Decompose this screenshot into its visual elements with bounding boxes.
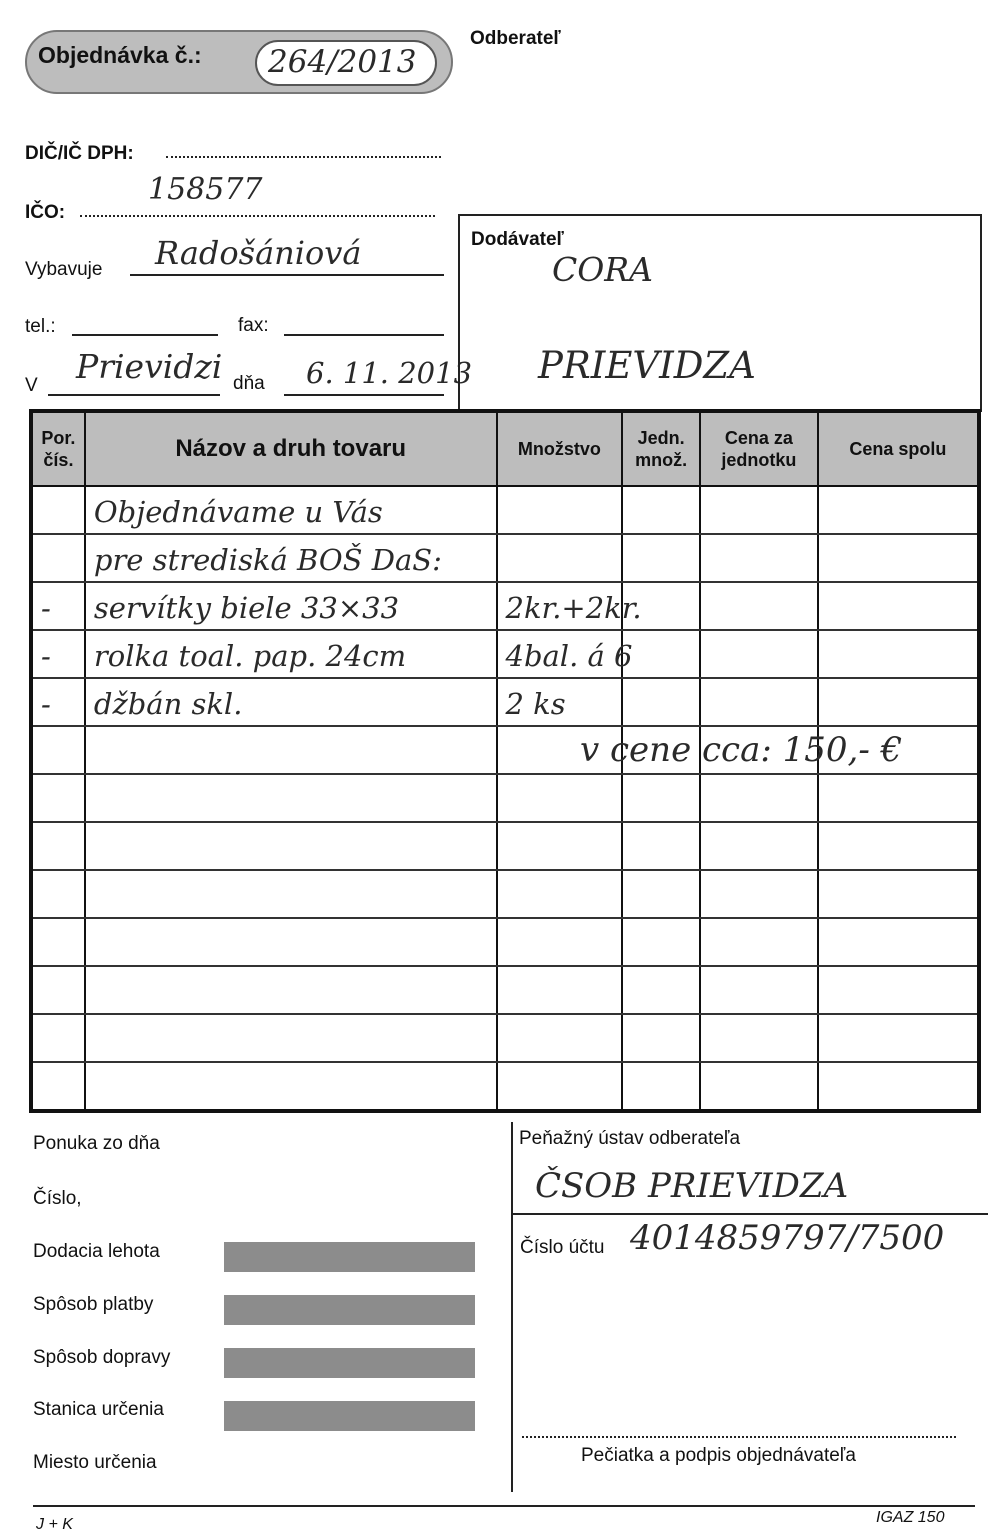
table-row — [31, 966, 979, 1014]
cell-unit[interactable] — [622, 918, 700, 966]
table-row — [31, 1014, 979, 1062]
table-row — [31, 822, 979, 870]
cell-quantity[interactable] — [497, 678, 623, 726]
cell-item[interactable] — [85, 534, 497, 582]
account-value: 4014859797/7500 — [630, 1218, 945, 1258]
cell-unit[interactable] — [622, 678, 700, 726]
table-row — [31, 534, 979, 582]
tel-label: tel.: — [25, 316, 56, 337]
ico-field[interactable] — [80, 211, 435, 217]
cell-quantity[interactable] — [497, 870, 623, 918]
cell-position[interactable] — [31, 486, 85, 534]
cell-item-text: servítky biele 33×33 — [93, 591, 400, 625]
transport-field[interactable] — [224, 1348, 475, 1378]
column-header-position: Por. čís. — [31, 411, 85, 486]
cell-unit[interactable] — [622, 966, 700, 1014]
cell-item[interactable] — [85, 774, 497, 822]
cell-item[interactable] — [85, 678, 497, 726]
bank-value: ČSOB PRIEVIDZA — [535, 1166, 849, 1206]
cell-position-text: - — [41, 639, 51, 673]
cell-unit-price[interactable] — [700, 774, 818, 822]
offer-label: Ponuka zo dňa — [33, 1133, 160, 1154]
footer-divider — [511, 1122, 513, 1492]
table-row — [31, 582, 979, 630]
cell-item-text: pre strediská BOŠ DaS: — [93, 543, 442, 577]
cell-position[interactable] — [31, 678, 85, 726]
destination-label: Miesto určenia — [33, 1452, 157, 1473]
cell-total-price[interactable] — [818, 870, 979, 918]
station-label: Stanica určenia — [33, 1399, 164, 1420]
cell-quantity-text: 2 ks — [505, 687, 566, 721]
cell-position[interactable] — [31, 774, 85, 822]
cell-unit[interactable] — [622, 630, 700, 678]
cell-item[interactable] — [85, 822, 497, 870]
cell-item[interactable] — [85, 870, 497, 918]
cell-position[interactable] — [31, 918, 85, 966]
column-header-total-price: Cena spolu — [818, 411, 979, 486]
cell-position[interactable] — [31, 1062, 85, 1111]
date-label: dňa — [233, 373, 265, 394]
fax-field[interactable] — [284, 332, 444, 336]
cell-total-price[interactable] — [818, 774, 979, 822]
cell-quantity[interactable] — [497, 1062, 623, 1111]
payment-label: Spôsob platby — [33, 1294, 154, 1315]
account-label: Číslo účtu — [520, 1237, 605, 1258]
order-label: Objednávka č.: — [38, 42, 202, 68]
cell-unit-price[interactable] — [700, 582, 818, 630]
cell-unit[interactable] — [622, 1014, 700, 1062]
cell-total-price[interactable] — [818, 630, 979, 678]
cell-total-price[interactable] — [818, 918, 979, 966]
cell-item[interactable] — [85, 918, 497, 966]
cell-quantity[interactable] — [497, 822, 623, 870]
place-value: Prievidzi — [76, 347, 223, 386]
cell-quantity[interactable] — [497, 582, 642, 630]
supplier-name: CORA — [552, 250, 653, 289]
cell-quantity[interactable] — [497, 534, 623, 582]
dic-field[interactable] — [166, 152, 441, 158]
cell-unit[interactable] — [622, 486, 700, 534]
cell-unit-price[interactable] — [700, 918, 818, 966]
cell-unit-price[interactable] — [700, 534, 818, 582]
cell-item[interactable] — [85, 582, 497, 630]
table-row — [31, 678, 979, 726]
cell-item[interactable] — [85, 1014, 497, 1062]
cell-position[interactable] — [31, 726, 85, 774]
cell-position[interactable] — [31, 630, 85, 678]
supplier-city: PRIEVIDZA — [538, 344, 756, 387]
cell-quantity-text: 4bal. á 6 — [505, 639, 633, 673]
place-label: V — [25, 375, 38, 396]
bottom-rule — [33, 1503, 975, 1507]
column-header-quantity: Množstvo — [497, 411, 623, 486]
cell-position[interactable] — [31, 822, 85, 870]
cell-item[interactable] — [85, 1062, 497, 1111]
cell-unit[interactable] — [622, 774, 700, 822]
cell-unit-price[interactable] — [700, 1014, 818, 1062]
stamp-label: Pečiatka a podpis objednávateľa — [581, 1445, 856, 1466]
table-header-row — [31, 411, 979, 486]
cell-quantity[interactable] — [497, 966, 623, 1014]
date-field[interactable] — [284, 392, 444, 396]
cell-unit-price[interactable] — [700, 966, 818, 1014]
cell-item-text: džbán skl. — [93, 687, 243, 721]
delivery-field[interactable] — [224, 1242, 475, 1272]
cell-total-price[interactable] — [818, 486, 979, 534]
cell-total-price[interactable] — [818, 678, 979, 726]
cell-unit-price[interactable] — [700, 1062, 818, 1111]
cell-total-price[interactable] — [818, 582, 979, 630]
cell-unit-price[interactable] — [700, 486, 818, 534]
printer-code: J + K — [36, 1516, 73, 1533]
cell-item-text: rolka toal. pap. 24cm — [93, 639, 407, 673]
order-number-value: 264/2013 — [268, 44, 417, 80]
column-header-unit-price: Cena za jednotku — [700, 411, 818, 486]
column-header-unit: Jedn. množ. — [622, 411, 700, 486]
delivery-label: Dodacia lehota — [33, 1241, 160, 1262]
tel-field[interactable] — [72, 332, 218, 336]
cell-total-price[interactable] — [818, 1014, 979, 1062]
handled-by-value: Radošániová — [155, 234, 362, 272]
table-row — [31, 774, 979, 822]
cell-item[interactable] — [85, 486, 497, 534]
cell-position[interactable] — [31, 1014, 85, 1062]
table-row — [31, 486, 979, 534]
cell-quantity[interactable] — [497, 918, 623, 966]
payment-field[interactable] — [224, 1295, 475, 1325]
cell-unit[interactable] — [622, 870, 700, 918]
station-field[interactable] — [224, 1401, 475, 1431]
form-code: IGAZ 150 — [876, 1509, 945, 1526]
fax-label: fax: — [238, 315, 269, 336]
signature-field[interactable] — [522, 1434, 956, 1438]
cell-unit-price[interactable] — [700, 630, 818, 678]
table-row — [31, 630, 979, 678]
cell-position[interactable] — [31, 534, 85, 582]
supplier-label: Dodávateľ — [471, 229, 564, 250]
cell-position[interactable] — [31, 582, 85, 630]
cell-quantity[interactable] — [497, 774, 623, 822]
date-value: 6. 11. 2013 — [306, 356, 473, 390]
cell-unit[interactable] — [622, 822, 700, 870]
cell-total-price[interactable] — [818, 1062, 979, 1111]
handled-by-label: Vybavuje — [25, 259, 103, 280]
cell-item[interactable] — [85, 966, 497, 1014]
cell-unit[interactable] — [622, 534, 700, 582]
table-row — [31, 870, 979, 918]
cell-quantity[interactable] — [497, 1014, 623, 1062]
customer-label: Odberateľ — [470, 28, 561, 49]
bank-label: Peňažný ústav odberateľa — [519, 1128, 741, 1149]
cell-total-price[interactable] — [818, 534, 979, 582]
cell-unit[interactable] — [622, 1062, 700, 1111]
cell-unit-price[interactable] — [700, 678, 818, 726]
column-header-item: Názov a druh tovaru — [85, 411, 497, 486]
cell-quantity[interactable] — [497, 630, 633, 678]
number-label: Číslo, — [33, 1188, 82, 1209]
transport-label: Spôsob dopravy — [33, 1347, 171, 1368]
ico-label: IČO: — [25, 202, 66, 223]
cell-position-text: - — [41, 687, 51, 721]
cell-item[interactable] — [85, 726, 497, 774]
cell-total-price[interactable] — [818, 822, 979, 870]
cell-item[interactable] — [85, 630, 497, 678]
cell-quantity-text: 2kr.+2kr. — [505, 591, 642, 625]
table-row — [31, 1062, 979, 1111]
cell-unit[interactable] — [622, 582, 700, 630]
price-note: v cene cca: 150,- € — [580, 730, 903, 770]
cell-unit-price[interactable] — [700, 870, 818, 918]
cell-position[interactable] — [31, 870, 85, 918]
cell-item-text: Objednávame u Vás — [93, 495, 383, 529]
table-row — [31, 918, 979, 966]
cell-quantity[interactable] — [497, 486, 623, 534]
ico-value: 158577 — [148, 172, 263, 207]
bank-field[interactable] — [512, 1211, 988, 1215]
cell-position-text: - — [41, 591, 51, 625]
handled-by-field[interactable] — [130, 272, 444, 276]
cell-position[interactable] — [31, 966, 85, 1014]
cell-unit-price[interactable] — [700, 822, 818, 870]
cell-total-price[interactable] — [818, 966, 979, 1014]
place-field[interactable] — [48, 392, 220, 396]
dic-label: DIČ/IČ DPH: — [25, 143, 134, 164]
